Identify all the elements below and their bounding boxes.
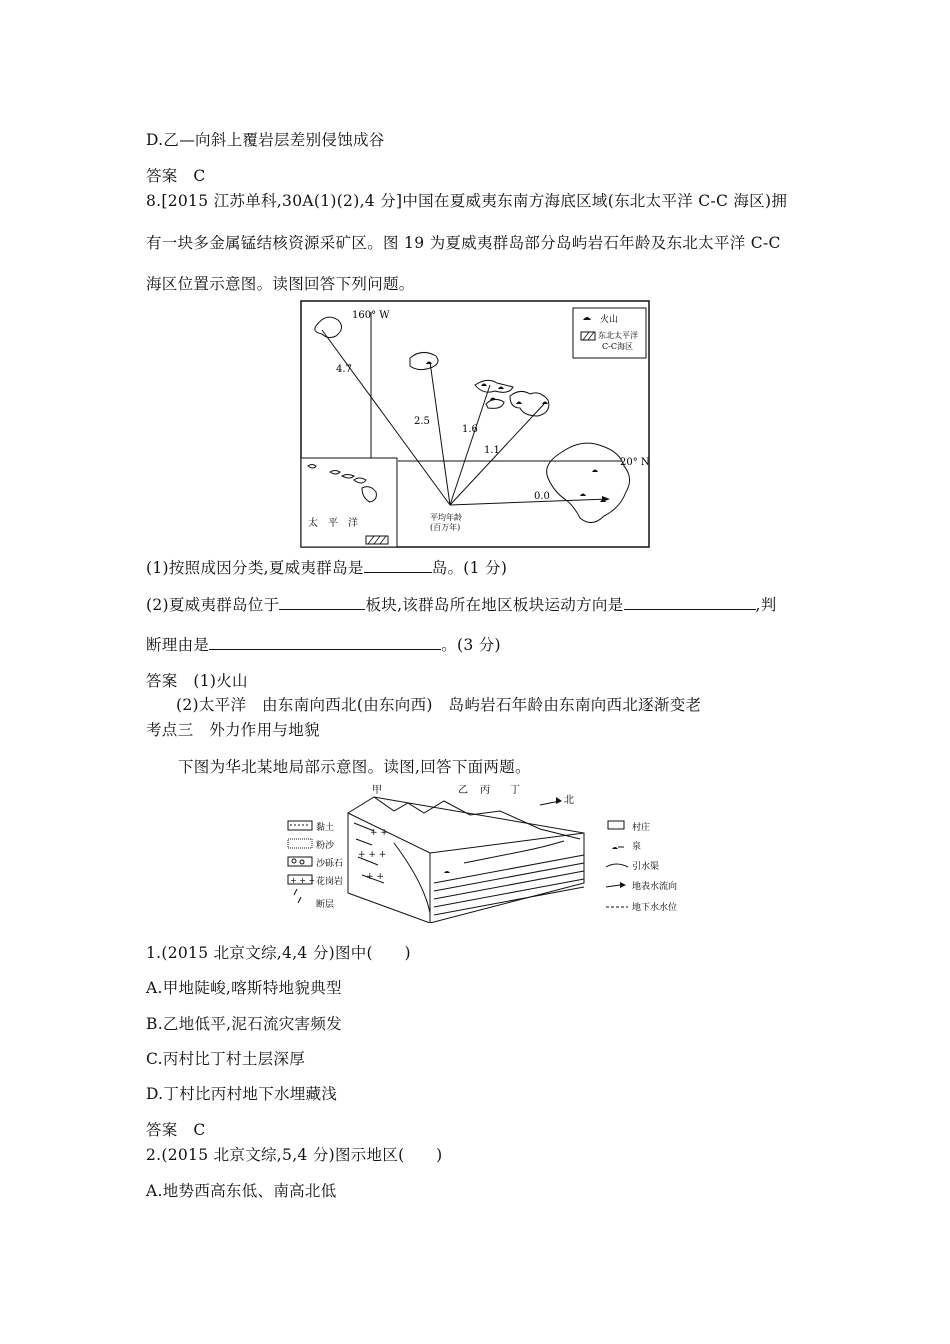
svg-text:+ + +: + + +: [358, 850, 387, 860]
problem-2-line: 2.(2015 北京文综,5,4 分)图示地区( ): [146, 1146, 443, 1164]
legend-granite: 花岗岩: [316, 877, 344, 887]
answer-line: 答案 C: [146, 167, 206, 185]
legend-volcano-label: 火山: [600, 315, 619, 325]
label-bing: 丙: [480, 785, 490, 796]
legend-area-label-2: C-C海区: [602, 342, 633, 351]
question-8-line-1: 8.[2015 江苏单科,30A(1)(2),4 分]中国在夏威夷东南方海底区域(东北太平洋 C-C 海区)拥: [146, 192, 788, 210]
center-label-2: (百万年): [430, 523, 461, 532]
q1-text-a: (1)按照成因分类,夏威夷群岛是: [146, 559, 364, 577]
north-label: 北: [564, 795, 574, 806]
meridian-label: 160° W: [352, 310, 390, 321]
inset-map: [301, 458, 397, 547]
problem-1-option-d: D.丁村比丙村地下水埋藏浅: [146, 1085, 338, 1103]
question-2-line: [146, 593, 777, 615]
legend-surface-flow: 地表水流向: [632, 882, 678, 892]
problem-1-line: 1.(2015 北京文综,4,4 分)图中( ): [146, 944, 411, 962]
legend-water-table: 地下水水位: [632, 903, 678, 913]
left-legend: [288, 821, 343, 910]
q2-blank-direction[interactable]: [624, 595, 756, 610]
center-label-1: 平均年龄: [430, 513, 462, 522]
section-heading: 考点三 外力作用与地貌: [146, 721, 320, 739]
problem-1-option-b: B.乙地低平,泥石流灾害频发: [146, 1015, 342, 1033]
age-label: 2.5: [414, 416, 430, 427]
age-label: 0.0: [534, 491, 550, 502]
legend-area-label-1: 东北太平洋: [598, 331, 638, 340]
legend-spring: 泉: [632, 842, 642, 852]
answer-2-line: (2)太平洋 由东南向西北(由东向西) 岛屿岩石年龄由东南向西北逐渐变老: [176, 696, 702, 714]
block-body: [348, 797, 584, 923]
option-d-line: D.乙—向斜上覆岩层差别侵蚀成谷: [146, 131, 385, 149]
q1-blank[interactable]: [364, 558, 432, 573]
age-label: 1.1: [484, 445, 500, 456]
problem-1-option-c: C.丙村比丁村土层深厚: [146, 1050, 306, 1068]
q2-text-d: 断理由是: [146, 636, 210, 654]
label-jia: 甲: [372, 785, 382, 796]
q1-text-b: 岛。(1 分): [431, 559, 508, 577]
svg-text:+ +: + +: [366, 872, 384, 882]
problem-1-option-a: A.甲地陡峻,喀斯特地貌典型: [146, 979, 342, 997]
age-label: 4.7: [336, 364, 352, 375]
svg-text:+ + +: + + +: [290, 876, 316, 885]
age-label: 1.6: [462, 424, 478, 435]
problem-2-option-a: A.地势西高东低、南高北低: [146, 1182, 337, 1200]
q2-blank-plate[interactable]: [279, 595, 365, 610]
question-2-line-2: [146, 633, 501, 655]
q2-text-e: 。(3 分): [441, 636, 501, 654]
question-1-line: [146, 556, 507, 578]
q2-blank-reason[interactable]: [209, 635, 441, 650]
question-8-line-2: 有一块多金属锰结核资源采矿区。图 19 为夏威夷群岛部分岛屿岩石年龄及东北太平洋 C-C: [146, 234, 781, 252]
label-ding: 丁: [510, 785, 520, 796]
answer-1-line: 答案 (1)火山: [146, 672, 248, 690]
legend-canal: 引水渠: [632, 862, 660, 872]
block-diagram: [284, 783, 694, 923]
parallel-label: 20° N: [620, 457, 650, 468]
legend-fault: 断层: [316, 900, 335, 910]
legend-gravel: 沙砾石: [316, 859, 344, 869]
hawaii-map-svg: [300, 300, 650, 548]
legend-silt: 粉沙: [316, 841, 335, 851]
legend-clay: 黏土: [316, 823, 335, 833]
answer-3-line: 答案 C: [146, 1121, 206, 1139]
q2-text-b: 板块,该群岛所在地区板块运动方向是: [365, 596, 624, 614]
question-8-line-3: 海区位置示意图。读图回答下列问题。: [146, 275, 415, 293]
north-arrow-icon: [556, 797, 562, 804]
svg-text:+ +: + +: [370, 828, 388, 838]
inset-label: 太 平 洋: [308, 518, 358, 529]
q2-text-c: ,判: [755, 596, 777, 614]
label-yi: 乙: [458, 785, 468, 796]
legend-village: 村庄: [632, 823, 651, 833]
intro-line: 下图为华北某地局部示意图。读图,回答下面两题。: [178, 758, 531, 776]
block-diagram-svg: [284, 783, 694, 923]
q2-text-a: (2)夏威夷群岛位于: [146, 596, 280, 614]
hawaii-age-map: [300, 300, 650, 548]
right-legend: [606, 821, 677, 913]
